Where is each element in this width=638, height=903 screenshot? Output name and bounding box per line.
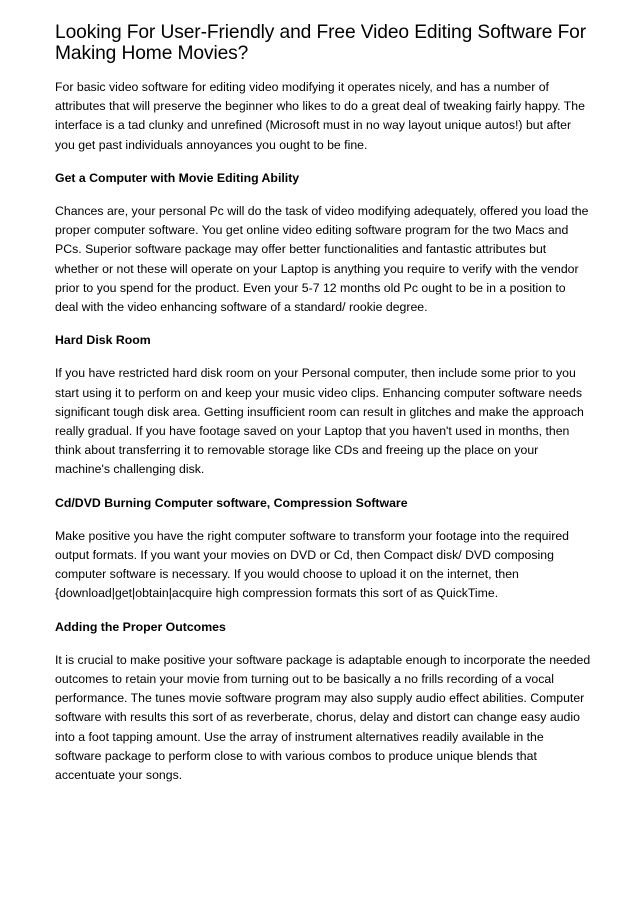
document-page — [55, 22, 591, 799]
section-heading: Hard Disk Room — [55, 333, 151, 348]
section-heading: Get a Computer with Movie Editing Ability — [55, 170, 300, 185]
section — [55, 169, 591, 317]
section-body: Chances are, your personal Pc will do the task of video modifying adequately, offered you load the proper computer software. You get online video editing software program for the two Macs and PCs. Superior software package may offer better functionalities and fantastic attributes but whether or not these will operate on your Laptop is anything you require to verify with the vendor prior to you spend for the product. Even your 5-7 12 months old Pc ought to be in a position to deal with the video enhancing software of a standard/ rookie degree. — [55, 204, 589, 315]
section-heading: Adding the Proper Outcomes — [55, 619, 226, 634]
section-heading: Cd/DVD Burning Computer software, Compression Software — [55, 495, 408, 510]
document-title: Looking For User-Friendly and Free Video Editing Software For Making Home Movies? — [55, 22, 587, 64]
section-body: It is crucial to make positive your software package is adaptable enough to incorporate the needed outcomes to retain your movie from turning out to be basically a no frills recording of a vocal performance. The tunes movie software program may also supply audio effect abilities. Computer software with results this sort of as reverberate, chorus, delay and distort can change easy audio into a foot tapping amount. Use the array of instrument alternatives readily available in the software package to perform close to with various combos to produce unique blends that accentuate your songs. — [55, 652, 591, 783]
section — [55, 331, 591, 479]
intro-paragraph: For basic video software for editing video modifying it operates nicely, and has a number of attributes that will preserve the beginner who likes to do a great deal of tweaking fairly happy. The interface is a tad clunky and unrefined (Microsoft must in no way layout unique autos!) but after you get past individuals annoyances you ought to be fine. — [55, 80, 585, 152]
section — [55, 494, 591, 604]
section-body: Make positive you have the right computer software to transform your footage into the required output formats. If you want your movies on DVD or Cd, then Compact disk/ DVD composing computer software is necessary. If you would choose to upload it on the internet, then {download|get|obtain|acquire high compression formats this sort of as QuickTime. — [55, 528, 570, 601]
section-body: If you have restricted hard disk room on your Personal computer, then include some prior to you start using it to perform on and keep your music video clips. Enhancing computer software needs significant tough disk area. Getting insufficient room can result in glitches and make the approach really gradual. If you have footage saved on your Laptop that you haven't used in months, then think about transferring it to removable storage like CDs and freeing up the place on your machine's challenging disk. — [55, 366, 584, 477]
section — [55, 618, 591, 786]
